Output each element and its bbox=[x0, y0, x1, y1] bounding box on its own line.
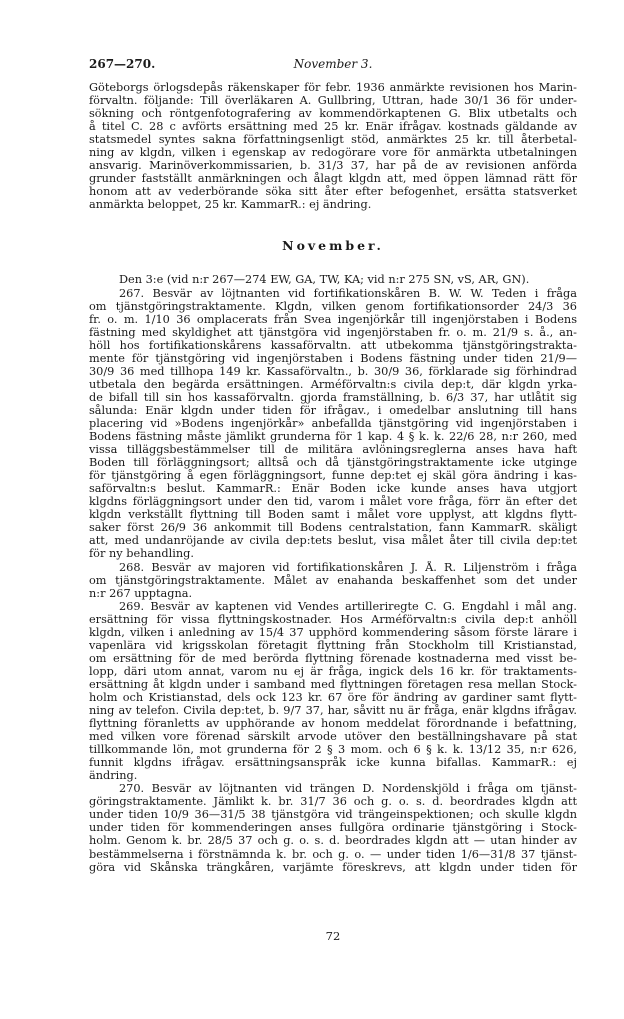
text-line: tillkommande lön, mot grunderna för 2 § 3 mom. och 6 § k. k. 13/12 35, n:r 626, bbox=[89, 743, 577, 757]
text-line: 30/9 36 med tillhopa 149 kr. Kassaförvaltn., b. 30/9 36, förklarade sig förhindrad bbox=[89, 364, 577, 378]
text-line: fästning med skyldighet att tjänstgöra vid ingenjörstaben fr. o. m. 21/9 s. å., an- bbox=[89, 325, 577, 339]
text-line: grunder fastställt anmärkningen och ålagt klgdn att, med öppen lämnad rätt för bbox=[89, 172, 577, 186]
text-line: om tjänstgöringstraktamente. Klgdn, vilken genom fortifikationsorder 24/3 36 bbox=[89, 299, 577, 313]
text-line: klgdn, vilken i anledning av 15/4 37 upphörd kommendering såsom förste lärare i bbox=[89, 625, 577, 639]
text-line: för tjänstgöring å egen förläggningsort, funne dep:tet ej skäl göra ändring i kas- bbox=[89, 469, 577, 483]
text-line: saker först 26/9 36 ankommit till Bodens centralstation, fann KammarR. skäligt bbox=[89, 521, 577, 535]
text-line: sålunda: Enär klgdn under tiden för ifrågav., i omedelbar anslutning till hans bbox=[89, 403, 577, 417]
text-line: Bodens fästning måste jämlikt grunderna för 1 kap. 4 § k. k. 22/6 28, n:r 260, med bbox=[89, 430, 577, 444]
text-line: funnit klgdns ifrågav. ersättningsanspråk icke kunna bifallas. KammarR.: ej bbox=[89, 756, 577, 770]
text-line: n:r 267 upptagna. bbox=[89, 586, 193, 600]
text-line: saförvaltn:s beslut. KammarR.: Enär Boden icke kunde anses hava utgjort bbox=[89, 482, 577, 496]
text-line: för ny behandling. bbox=[89, 547, 194, 561]
text-line: 267. Besvär av löjtnanten vid fortifikationskåren B. W. W. Teden i fråga bbox=[119, 286, 577, 300]
entry-range: 267—270. bbox=[89, 57, 156, 71]
text-line: holm. Genom k. br. 28/5 37 och g. o. s. d. beordrades klgdn att — utan hinder av bbox=[89, 834, 577, 848]
text-line: fr. o. m. 1/10 36 omplacerats från Svea ingenjörkår till ingenjörstaben i Bodens bbox=[89, 312, 577, 326]
text-line: vapenlära vid krigsskolan företagit flyttning från Stockholm till Kristianstad, bbox=[89, 638, 577, 652]
text-line: holm och Kristianstad, dels ock 123 kr. 67 öre för ändring av gardiner samt flytt- bbox=[89, 690, 577, 704]
header-date: November 3. bbox=[293, 57, 373, 71]
text-line: anmärkta beloppet, 25 kr. KammarR.: ej ändring. bbox=[89, 198, 372, 212]
text-line: ersättning åt klgdn under i samband med flyttningen företagen resa mellan Stock- bbox=[89, 677, 577, 691]
text-line: mente för tjänstgöring vid ingenjörstaben i Bodens fästning under tiden 21/9— bbox=[89, 351, 577, 365]
text-line: göra vid Skånska trängkåren, varjämte föreskrevs, att klgdn under tiden för bbox=[89, 860, 577, 874]
page-number: 72 bbox=[325, 929, 341, 943]
section-title: November. bbox=[282, 238, 384, 254]
text-line: Göteborgs örlogsdepås räkenskaper för febr. 1936 anmärkte revisionen hos Marin- bbox=[89, 81, 577, 94]
text-line: utbetala den begärda ersättningen. Arméförvaltn:s civila dep:t, där klgdn yrka- bbox=[89, 377, 577, 391]
text-line: klgdn verkställt flyttning till Boden samt i målet vore upplyst, att klgdns flytt- bbox=[89, 508, 577, 522]
text-line: höll hos fortifikationskårens kassaförvaltn. att utbekomma tjänstgöringstrakta- bbox=[89, 338, 577, 352]
intro-paragraph bbox=[89, 81, 577, 211]
text-line: 269. Besvär av kaptenen vid Vendes artilleriregte C. G. Engdahl i mål ang. bbox=[119, 599, 577, 613]
text-line: om tjänstgöringstraktamente. Målet av enahanda beskaffenhet som det under bbox=[89, 573, 577, 587]
main-text bbox=[89, 273, 577, 873]
text-line: statsmedel syntes sakna författningsenligt stöd, anmärktes 25 kr. till återbetal- bbox=[89, 133, 577, 147]
text-line: under tiden 10/9 36—31/5 38 tjänstgöra vid trängeinspektionen; och skulle klgdn bbox=[89, 808, 577, 822]
page-body bbox=[89, 81, 577, 874]
text-line: ersättning för vissa flyttningskostnader. Hos Arméförvaltn:s civila dep:t anhöll bbox=[89, 612, 577, 626]
text-line: de bifall till sin hos kassaförvaltn. gjorda framställning, b. 6/3 37, har utlåtit sig bbox=[89, 390, 577, 404]
text-line: flyttning föranletts av upphörande av honom meddelat förordnande i befattning, bbox=[89, 717, 577, 731]
text-line: Boden till förläggningsort; alltså och då tjänstgöringstraktamente icke utginge bbox=[89, 456, 577, 470]
text-line: 270. Besvär av löjtnanten vid trängen D. Nordenskjöld i fråga om tjänst- bbox=[119, 782, 577, 796]
text-line: under tiden för kommenderingen anses fullgöra ordinarie tjänstgöring i Stock- bbox=[89, 821, 577, 835]
text-line: ning av klgdn, vilken i egenskap av redogörare vore för anmärkta utbetalningen bbox=[89, 146, 577, 160]
text-line: å titel C. 28 c avförts ersättning med 25 kr. Enär ifrågav. kostnads gäldande av bbox=[89, 120, 577, 134]
page-header bbox=[89, 58, 577, 74]
text-line: med vilken vore förenad särskilt arvode utöver den beställningshavare på stat bbox=[89, 730, 577, 744]
text-line: placering vid »Bodens ingenjörkår» anbefallda tjänstgöring vid ingenjörstaben i bbox=[89, 416, 577, 430]
text-line: göringstraktamente. Jämlikt k. br. 31/7 36 och g. o. s. d. beordrades klgdn att bbox=[89, 795, 577, 809]
text-line: Den 3:e (vid n:r 267—274 EW, GA, TW, KA; vid n:r 275 SN, vS, AR, GN). bbox=[119, 273, 530, 287]
text-line: 268. Besvär av majoren vid fortifikationskåren J. Å. R. Liljenström i fråga bbox=[119, 560, 577, 574]
text-line: ansvarig. Marinöverkommissarien, b. 31/3 37, har på de av revisionen anförda bbox=[89, 159, 577, 173]
text-line: vissa tilläggsbestämmelser till de militära avlöningsreglerna anses hava haft bbox=[89, 443, 577, 457]
text-line: ändring. bbox=[89, 769, 138, 783]
text-line: honom att av vederbörande söka sitt åter efter befogenhet, ersätta statsverket bbox=[89, 185, 577, 199]
text-line: lopp, däri utom annat, varom nu ej är fråga, ingick dels 16 kr. för traktaments- bbox=[89, 664, 577, 678]
text-line: bestämmelserna i förstnämnda k. br. och g. o. — under tiden 1/6—31/8 37 tjänst- bbox=[89, 847, 577, 861]
text-line: att, med undanröjande av civila dep:tets beslut, visa målet åter till civila dep:tet bbox=[89, 534, 577, 548]
text-line: sökning och röntgenfotografering av kommendörkaptenen G. Blix utbetalts och bbox=[89, 107, 577, 121]
text-line: förvaltn. följande: Till överläkaren A. Gullbring, Uttran, hade 30/1 36 för under- bbox=[89, 94, 577, 108]
text-line: ning av telefon. Civila dep:tet, b. 9/7 37, har, såvitt nu är fråga, enär klgdns ifrågav. bbox=[89, 704, 577, 718]
text-line: klgdns förläggningsort under den tid, varom i målet vore fråga, förr än efter det bbox=[89, 495, 577, 509]
text-line: om ersättning för de med berörda flyttning förenade kostnaderna med visst be- bbox=[89, 651, 577, 665]
